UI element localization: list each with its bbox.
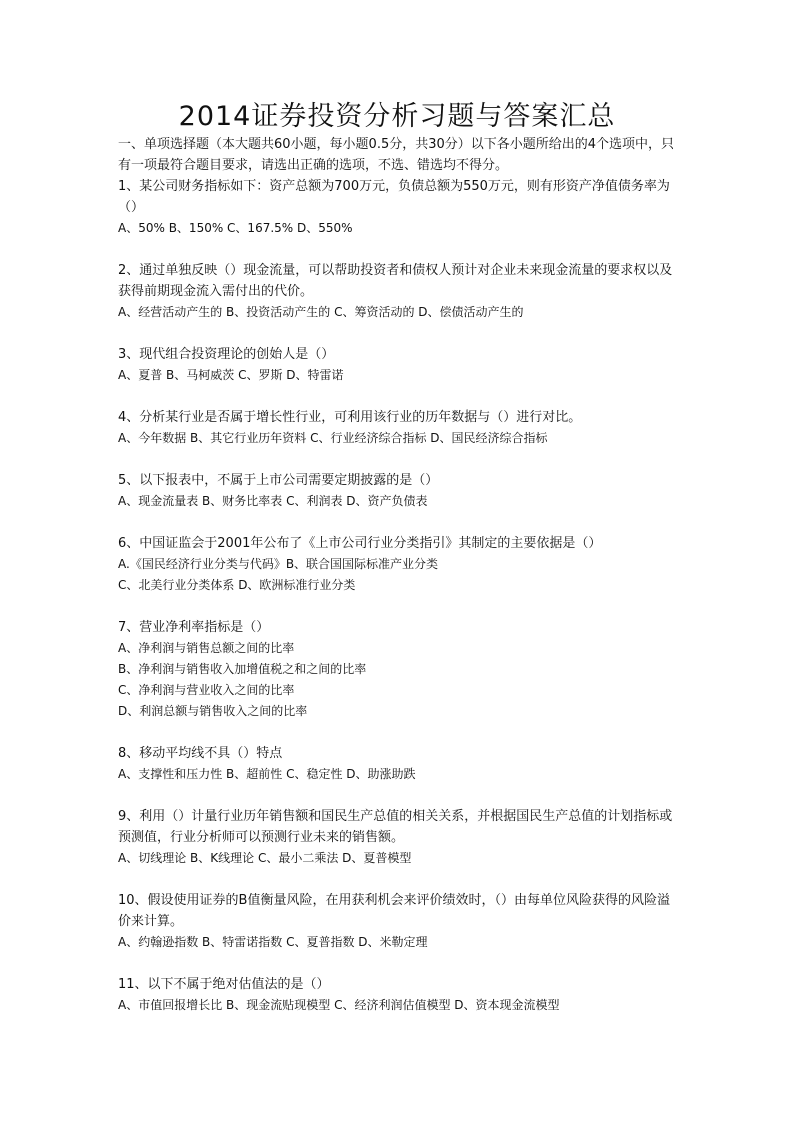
question-stem: 9、利用（）计量行业历年销售额和国民生产总值的相关关系，并根据国民生产总值的计划指标或预测值，行业分析师可以预测行业未来的销售额。: [118, 809, 673, 845]
question-3: [118, 344, 678, 386]
question-options: A、支撑性和压力性 B、超前性 C、稳定性 D、助涨助跌: [118, 767, 416, 781]
question-options: A、50% B、150% C、167.5% D、550%: [118, 221, 353, 235]
question-stem: 10、假设使用证券的B值衡量风险，在用获利机会来评价绩效时，（）由每单位风险获得的风险溢价来计算。: [118, 893, 670, 929]
question-options: A、市值回报增长比 B、现金流贴现模型 C、经济利润估值模型 D、资本现金流模型: [118, 998, 560, 1012]
question-4: [118, 407, 678, 449]
question-option: C、净利润与营业收入之间的比率: [118, 683, 295, 697]
question-stem: 5、以下报表中，不属于上市公司需要定期披露的是（）: [118, 473, 439, 488]
question-6: [118, 533, 678, 596]
question-9: [118, 806, 678, 869]
question-1: [118, 176, 678, 239]
question-2: [118, 260, 678, 323]
question-options: A、约翰逊指数 B、特雷诺指数 C、夏普指数 D、米勒定理: [118, 935, 428, 949]
section-intro: 一、单项选择题（本大题共60小题，每小题0.5分，共30分）以下各小题所给出的4个选项中，只有一项最符合题目要求，请选出正确的选项，不选、错选均不得分。: [118, 137, 675, 173]
question-options: A.《国民经济行业分类与代码》B、联合国国际标准产业分类: [118, 557, 439, 571]
question-stem: 11、以下不属于绝对估值法的是（）: [118, 977, 330, 992]
question-stem: 1、某公司财务指标如下：资产总额为700万元，负债总额为550万元，则有形资产净值债务率为（）: [118, 179, 670, 215]
question-option: A、净利润与销售总额之间的比率: [118, 641, 295, 655]
question-options: A、切线理论 B、K线理论 C、最小二乘法 D、夏普模型: [118, 851, 412, 865]
question-stem: 3、现代组合投资理论的创始人是（）: [118, 347, 335, 362]
document-body: [118, 134, 678, 1037]
question-11: [118, 974, 678, 1016]
question-option: B、净利润与销售收入加增值税之和之间的比率: [118, 662, 367, 676]
question-7: [118, 617, 678, 722]
page-title: 2014证券投资分析习题与答案汇总: [178, 101, 616, 132]
question-options: A、今年数据 B、其它行业历年资料 C、行业经济综合指标 D、国民经济综合指标: [118, 431, 548, 445]
question-stem: 2、通过单独反映（）现金流量，可以帮助投资者和债权人预计对企业未来现金流量的要求权以及获得前期现金流入需付出的代价。: [118, 263, 673, 299]
question-stem: 4、分析某行业是否属于增长性行业，可利用该行业的历年数据与（）进行对比。: [118, 410, 582, 425]
question-stem: 8、移动平均线不具（）特点: [118, 746, 283, 761]
question-5: [118, 470, 678, 512]
question-options: A、经营活动产生的 B、投资活动产生的 C、筹资活动的 D、偿债活动产生的: [118, 305, 524, 319]
question-options: A、夏普 B、马柯威茨 C、罗斯 D、特雷诺: [118, 368, 344, 382]
question-options: A、现金流量表 B、财务比率表 C、利润表 D、资产负债表: [118, 494, 428, 508]
question-stem: 7、营业净利率指标是（）: [118, 620, 270, 635]
question-options: C、北美行业分类体系 D、欧洲标准行业分类: [118, 578, 356, 592]
question-10: [118, 890, 678, 953]
question-8: [118, 743, 678, 785]
question-stem: 6、中国证监会于2001年公布了《上市公司行业分类指引》其制定的主要依据是（）: [118, 536, 602, 551]
question-option: D、利润总额与销售收入之间的比率: [118, 704, 308, 718]
